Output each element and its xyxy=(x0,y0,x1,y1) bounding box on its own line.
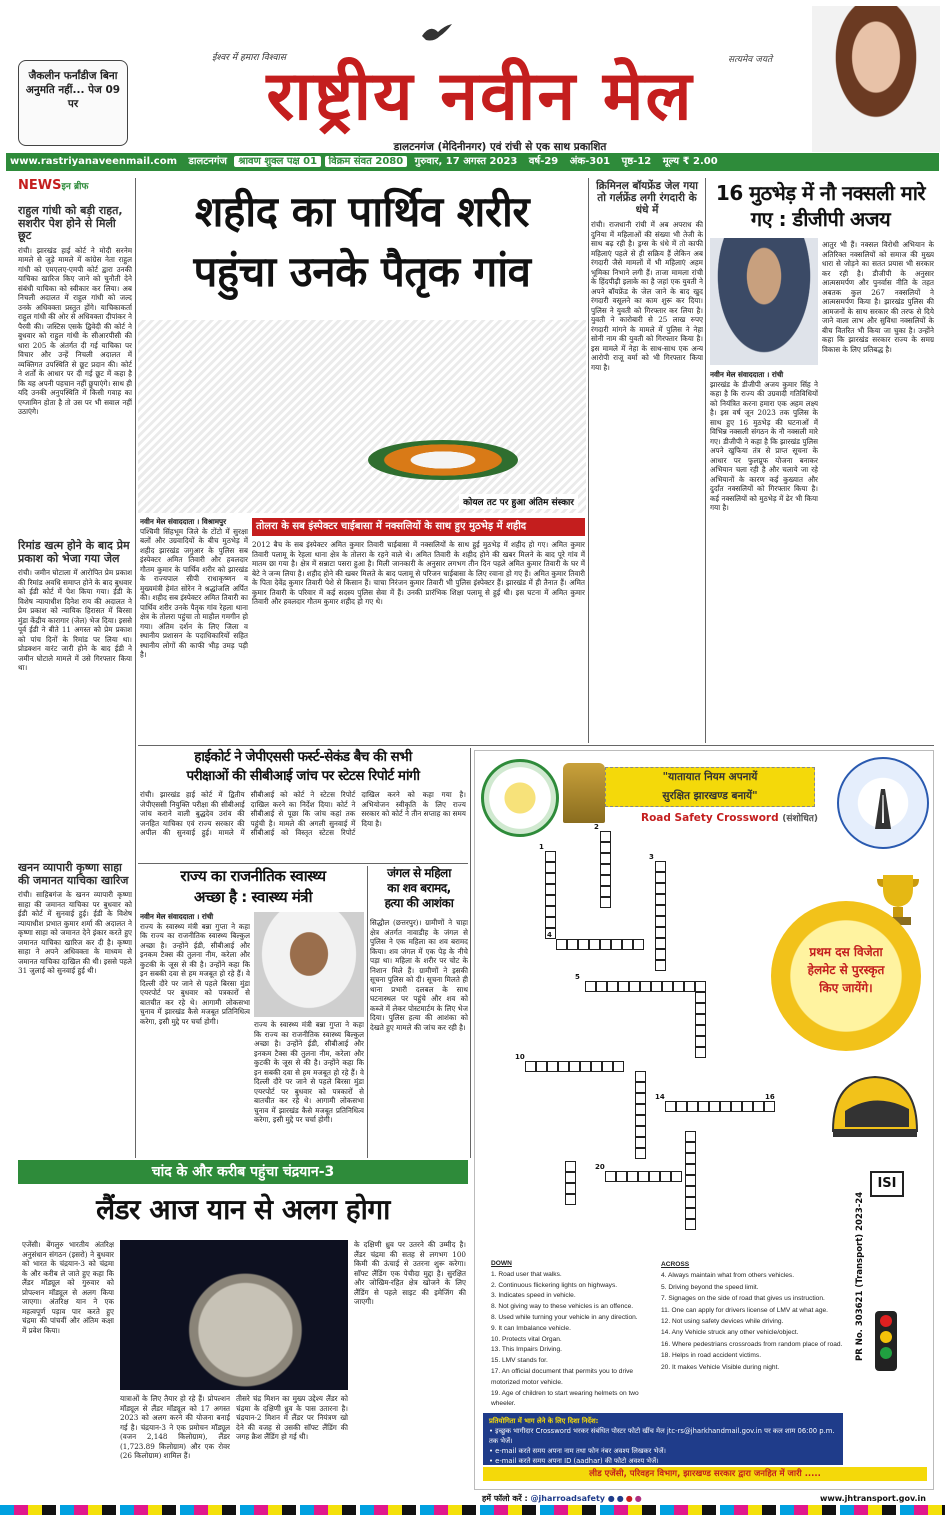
encounter-headline[interactable]: 16 मुठभेड़ में नौ नक्सली मारे गए : डीजीपी अजय xyxy=(715,181,926,231)
jungle-body: सिद्धौल (छत्तरपुर)। ग्रामीणों ने चाहा क्षेत्र अंतर्गत नावाडीह के जंगल से पुलिस ने एक महिला का शव बरामद किया। शव जंगल में एक पेड़ के नीचे पड़ा था। महिला के शरीर पर चोट के निशान मिले हैं। ग्रामीणों ने इसकी सूचना पुलिस को दी। सूचना मिलते ही थाना प्रभारी दलबल के साथ घटनास्थल पर पहुंचे और शव को कब्जे में लेकर पोस्टमार्टम के लिए भेज दिया। पुलिस हत्या की आशंका को देखते हुए मामले की जांच कर रही है। xyxy=(370,918,468,1032)
ad-slogan-line1: "यातायात नियम अपनायें xyxy=(662,771,758,783)
health-headline-line2: अच्छा है : स्वास्थ्य मंत्री xyxy=(194,888,312,906)
clue-number: 3 xyxy=(649,853,654,861)
transport-site-link[interactable]: www.jhtransport.gov.in xyxy=(819,1494,926,1503)
jpsc-body: रांची। झारखंड हाई कोर्ट में द्वितीय जेपीएससी नियुक्ति परीक्षा की सीबीआई जांच कराने वाली बुद्धदेव उरांव की जनहित याचिका एवं राज्य सरकार की अपील की सुनवाई हुई। मामले में सीबीआई को कोर्ट ने स्टेटस रिपोर्ट दाखिल करने का निर्देश दिया। कोर्ट ने सीबीआई से पूछा कि जांच कहां तक पहुंची है। मामले की अगली सुनवाई में सीबीआई को विस्तृत स्टेटस रिपोर्ट दाखिल करने को कहा गया है। अभियोजन स्वीकृति के लिए राज्य सरकार को कोर्ट ने तीन सप्ताह का समय दिया है। xyxy=(140,790,466,837)
news-brief-column xyxy=(18,178,132,1158)
pr-number: PR No. 303621 (Transport) 2023-24 xyxy=(855,1191,865,1361)
dateline-year: वर्ष-29 xyxy=(528,156,559,167)
clue: 16. Where pedestrians crossroads from random place of road. xyxy=(661,1340,843,1348)
brief-item xyxy=(18,205,132,526)
down-label: DOWN xyxy=(491,1260,512,1267)
clue-number: 16 xyxy=(765,1093,775,1101)
news-brief-label: NEWSइन ब्रीफ xyxy=(18,178,89,193)
tagline-left: ईश्वर में हमारा विश्वास xyxy=(212,53,286,63)
dgp-photo xyxy=(710,238,818,365)
column-divider xyxy=(367,866,368,1158)
clue: 14. Any Vehicle struck any other vehicle/object. xyxy=(661,1329,799,1337)
jpsc-headline-line1: हाईकोर्ट ने जेपीएससी फर्स्ट-सेकंड बैच की सभी xyxy=(194,749,412,765)
clue: 8. Used while turning your vehicle in any direction. xyxy=(491,1313,638,1321)
lead-photo xyxy=(138,320,586,513)
chandrayaan-headline[interactable]: लैंडर आज यान से अलग होगा xyxy=(96,1193,390,1226)
health-headline-line1: राज्य का राजनीतिक स्वास्थ्य xyxy=(180,867,326,885)
clue: 3. Indicates speed in vehicle. xyxy=(491,1292,576,1300)
wreath xyxy=(368,440,518,480)
ad-slogan xyxy=(605,767,815,807)
brief-body: रांची। साहिबगंज के खनन व्यापारी कृष्णा साहा की जमानत याचिका पर बुधवार को ईडी कोर्ट में सुनवाई हुई। ईडी के विशेष न्यायाधीश प्रभात कुमार शर्मा की अदालत ने कृष्णा साहा को जमानत देने इंकार करते हुए जमानत याचिका खारिज कर दी है। कृष्णा साहा ने अपने अधिवक्ता के माध्यम से जमानत याचिका दाखिल की थी। इससे पहले 31 जुलाई को सुनवाई हुई थी। xyxy=(18,890,132,976)
jungle-headline-line3: हत्या की आशंका xyxy=(384,896,454,910)
clue-number: 10 xyxy=(515,1053,525,1061)
column-divider xyxy=(588,178,589,743)
facebook-icon[interactable]: ● xyxy=(607,1494,617,1503)
jpsc-headline[interactable] xyxy=(138,748,468,786)
clue-number: 5 xyxy=(575,973,580,981)
social-icons[interactable] xyxy=(608,1494,644,1503)
criminal-body: रांची। राजधानी रांची में अब अपराध की दुनिया में महिलाओं की संख्या भी तेजी के साथ बढ़ रही है। ड्रग्स के धंधे में तो काफी महिलाएं पहले से ही सक्रिय हैं लेकिन अब रंगदारी जैसे मामलों में भी महिलाएं अहम भूमिका निभाने लगी हैं। ताजा मामला रांची के हिंदपीढ़ी इलाके का है जहां एक युवती ने अपने बॉयफ्रेंड के जेल जाने के बाद खुद रंगदारी वसूलने का काम शुरू कर दिया। पुलिस ने युवती को गिरफ्तार कर लिया है। युवती ने कारोबारी से 25 लाख रुपए रंगदारी मांगने के मामले में पुलिस ने नेहा सोनी नाम की युवती को गिरफ्तार किया है। इस मामले में नेहा के साथ-साथ एक अन्य आरोपी राजू वर्मा को भी गिरफ्तार किया गया है। xyxy=(591,220,703,372)
clue: 4. Always maintain what from others vehicles. xyxy=(661,1272,795,1280)
jharkhand-emblem xyxy=(481,759,559,837)
dateline-bar xyxy=(6,153,939,171)
instructions-head: प्रतियोगिता में भाग लेने के लिए दिशा निर्देश: xyxy=(489,1417,599,1425)
clue: 9. It can Imbalance vehicle. xyxy=(491,1324,571,1332)
minister-photo xyxy=(254,912,364,1017)
clue: 17. An official document that permits you to drive motorized motor vehicle. xyxy=(491,1367,634,1386)
road-safety-logo xyxy=(837,757,929,849)
traffic-light-icon xyxy=(875,1311,897,1371)
jungle-headline[interactable] xyxy=(370,866,468,911)
health-byline: नवीन मेल संवाददाता । रांची xyxy=(140,912,214,921)
road-icon xyxy=(839,759,927,847)
dateline-date: गुरुवार, 17 अगस्त 2023 xyxy=(414,156,518,167)
prize-line2: हेलमेट से पुरस्कृत xyxy=(807,963,885,977)
down-clues xyxy=(491,1259,656,1410)
clue-number: 14 xyxy=(655,1093,665,1101)
youtube-icon[interactable]: ● xyxy=(625,1494,635,1503)
social-handle[interactable]: @jharroadsafety xyxy=(530,1494,605,1503)
lead-headline-line2: पहुंचा उनके पैतृक गांव xyxy=(193,247,531,296)
chandrayaan-body2: यात्राओं के लिए तैयार हो रहे हैं। प्रोपल्शन मॉड्यूल से लैंडर मॉड्यूल को 17 अगस्त 2023 को अलग करने की योजना बनाई गई है। चंद्रयान-3 ने एक प्रमोचन मॉड्यूल (वजन 2,148 किलोग्राम), लैंडर (1,723.89 किलोग्राम) और एक रोवर (26 किलोग्राम) शामिल हैं। xyxy=(120,1394,230,1460)
dove-icon xyxy=(420,22,454,48)
brief-headline[interactable]: खनन व्यापारी कृष्णा साहा की जमानत याचिका खारिज xyxy=(18,861,129,887)
clue-number: 2 xyxy=(594,823,599,831)
clue: 20. It makes Vehicle Visible during night. xyxy=(661,1363,780,1371)
brief-item xyxy=(18,862,132,1090)
chandrayaan-body1: एजेंसी। बेंगलुरु भारतीय अंतरिक्ष अनुसंधान संगठन (इसरो) ने बुधवार को भारत के चंद्रयान-3 को चंद्रमा के और करीब ले जाते हुए कहा कि लैंडर मॉड्यूल को गुरुवार को प्रोपल्शन मॉड्यूल से अलग किया जाएगा। अंतरिक्ष यान ने एक महत्वपूर्ण पड़ाव पार करते हुए चंद्रमा की पांचवीं और अंतिम कक्षा में प्रवेश किया। xyxy=(22,1240,114,1335)
prize-badge xyxy=(771,901,921,1051)
column-divider xyxy=(705,178,706,743)
clue: 11. One can apply for drivers license of LMV at what age. xyxy=(661,1306,829,1314)
brief-body: रांची। झारखंड हाई कोर्ट ने मोदी सरनेम मामले से जुड़े मामले में कांग्रेस नेता राहुल गांधी को एमएलए-एमपी कोर्ट द्वारा उनकी याचिका खारिज किए जाने को चुनौती देने संबंधी याचिका को स्वीकार कर लिया। अब निचली अदालत में राहुल गांधी को जल्द उनके अधिवक्ता प्रस्तुत होंगे। याचिकाकर्ता राहुल गांधी की ओर से अधिवक्ता दीपांकर ने पैरवी की। जस्टिस एसके द्विवेदी की कोर्ट ने बुधवार को राहुल गांधी के सीआरपीसी की धारा 205 के अंतर्गत दी गई याचिका पर विचार और उन्हें निचली अदालत में व्यक्तिगत उपस्थिति से छूट प्रदान की। कोर्ट ने शर्तों के आधार पर दी गई छूट में कहा है कि यह अपनी पहचान नहीं छुपाएंगे। साथ ही यदि उनकी अनुपस्थिति में किसी गवाह का एग्जामिन होता है तो उस पर भी सवाल नहीं उठाएंगे। xyxy=(18,245,132,417)
brief-item xyxy=(18,540,132,848)
brief-body: रांची। जमीन घोटाला में आरोपित प्रेम प्रकाश की रिमांड अवधि समाप्त होने के बाद बुधवार को ईडी कोर्ट में पेश किया गया। ईडी के विशेष न्यायाधीश दिनेश राय की अदालत ने प्रेम प्रकाश को न्यायिक हिरासत में बिरसा मुंडा केंद्रीय कारागार (जेल) भेज दिया। इससे पूर्व ईडी ने बीते 11 अगस्त को प्रेम प्रकाश को पांच दिनों के रिमांड पर लिया था। प्रोडक्शन वारंट जारी होने के बाद ईडी ने जमीन घोटाले मामले में उसे गिरफ्तार किया था। xyxy=(18,568,132,673)
criminal-story xyxy=(591,180,703,745)
health-body-b: राज्य के स्वास्थ्य मंत्री बन्ना गुप्ता ने कहा कि राज्य का राजनीतिक स्वास्थ्य बिल्कुल अच्छा है। उन्होंने ईडी, सीबीआई और इनकम टैक्स की तुलना नीम, करेला और कुटकी के जूस से की है। उन्होंने कहा कि इन सबकी दवा से हम मजबूत हो रहे हैं। वे दिल्ली दौरे पर जाने से पहले बिरसा मुंडा एयरपोर्ट पर बुधवार को पत्रकारों से बातचीत कर रहे थे। आगामी लोकसभा चुनाव में झारखंड कैसे मजबूत प्रतिनिधित्व करेगा, इसी मुद्दे पर चर्चा होगी। xyxy=(254,1020,364,1124)
clue: 2. Continuous flickering lights on highways. xyxy=(491,1281,618,1289)
color-registration-bar xyxy=(0,1505,945,1515)
chandrayaan-kicker: चांद के और करीब पहुंचा चंद्रयान-3 xyxy=(18,1160,468,1184)
encounter-body-right: आतुर भी हैं। नक्सल विरोधी अभियान के अतिरिक्त नक्सलियों को समाज की मुख्य धारा से जोड़ने का सतत प्रयास भी सरकार कर रही है। डीजीपी के अनुसार आत्मसमर्पण और पुनर्वास नीति के तहत अबतक कुल 267 नक्सलियों ने आत्मसमर्पण किया है। झारखंड पुलिस की आमजनों के साथ सरकार की तरफ से दिये जाने वाला लाभ और सुविधा नक्सलियों के बीच वितरित भी किया जा चुका है। उन्होंने कहा कि झारखंड सरकार राज्य के समग्र विकास के लिए प्रतिबद्ध है। xyxy=(822,240,934,354)
crossword-grid[interactable] xyxy=(485,831,815,1251)
clue-number: 1 xyxy=(539,843,544,851)
brief-headline[interactable]: रिमांड खत्म होने के बाद प्रेम प्रकाश को भेजा गया जेल xyxy=(18,538,130,565)
photo-caption: कोयल तट पर हुआ अंतिम संस्कार xyxy=(459,494,578,509)
prize-line3: किए जायेंगे। xyxy=(819,981,873,995)
celebrity-photo xyxy=(812,6,940,152)
lead-byline: नवीन मेल संवाददाता । विश्रामपुर xyxy=(140,517,227,526)
lead-subheadline[interactable]: तोलरा के सब इंस्पेक्टर चाईबासा में नक्सलियों के साथ हुए मुठभेड़ में शहीद xyxy=(252,518,585,536)
crossword-title: Road Safety Crossword (संशोधित) xyxy=(641,812,819,824)
teaser-box[interactable] xyxy=(18,60,128,146)
health-body-a: नवीन मेल संवाददाता । रांची राज्य के स्वास्थ्य मंत्री बन्ना गुप्ता ने कहा कि राज्य का राजनीतिक स्वास्थ्य बिल्कुल अच्छा है। उन्होंने ईडी, सीबीआई और इनकम टैक्स की तुलना नीम, करेला और कुटकी के जूस से की है। उन्होंने कहा कि इन सबकी दवा से हम मजबूत हो रहे हैं। वे दिल्ली दौरे पर जाने से पहले बिरसा मुंडा एयरपोर्ट पर बुधवार को पत्रकारों से बातचीत कर रहे थे। आगामी लोकसभा चुनाव में झारखंड कैसे मजबूत प्रतिनिधित्व करेगा, इसी मुद्दे पर चर्चा होगी। xyxy=(140,912,250,1026)
jungle-headline-line2: का शव बरामद, xyxy=(387,881,451,895)
clue: 10. Protects vital Organ. xyxy=(491,1335,562,1343)
moon-image xyxy=(120,1240,348,1390)
dateline-paksha: श्रावण शुक्ल पक्ष 01 xyxy=(234,156,321,167)
instructions-box xyxy=(483,1413,843,1465)
clue: 18. Helps in road accident victims. xyxy=(661,1352,762,1360)
criminal-headline[interactable]: क्रिमिनल बॉयफ्रेंड जेल गया तो गर्लफ्रेंड लगी रंगदारी के धंधे में xyxy=(596,180,698,217)
instruction-item: • e-mail करते समय अपना ID (aadhar) की फोटो अवश्य भेजें। xyxy=(489,1457,659,1465)
helmet-icon xyxy=(825,1071,925,1155)
clue: 13. This Impairs Driving. xyxy=(491,1346,562,1354)
clue: 5. Driving beyond the speed limit. xyxy=(661,1283,759,1291)
masthead-subtitle: डालटनगंज (मेदिनीनगर) एवं रांची से एक साथ प्रकाशित xyxy=(393,141,607,153)
brief-headline[interactable]: राहुल गांधी को बड़ी राहत, सशरीर पेश होने से मिली छूट xyxy=(18,204,123,243)
follow-label: हमें फॉलो करें : xyxy=(482,1494,528,1503)
lead-body: नवीन मेल संवाददाता । विश्रामपुर पश्चिमी सिंहभूम जिले के टोंटो में सुरक्षा बलों और उग्रवादियों के बीच मुठभेड़ में शहीद झारखंड जगुआर के पुलिस सब इंस्पेक्टर अमित तिवारी और हवलदार गौतम कुमार के पार्थिव शरीर को झारखंड के राज्यपाल सीपी राधाकृष्णन व मुख्यमंत्री हेमंत सोरेन ने श्रद्धांजलि अर्पित की। शहीद सब इंस्पेक्टर अमित तिवारी का पार्थिव शरीर उनके पैतृक गांव रेहला थाना क्षेत्र के तोलरा पहुंचा तो माहौल गमगीन हो गया। अंतिम दर्शन के लिए जिला व स्थानीय प्रशासन के पदाधिकारियों सहित स्थानीय लोगों की काफी भीड़ उमड़ पड़ी है। xyxy=(140,517,248,659)
tagline-right: सत्यमेव जयते xyxy=(728,55,773,65)
clue: 15. LMV stands for. xyxy=(491,1357,548,1365)
prize-line1: प्रथम दस विजेता xyxy=(809,945,883,959)
lead-headline-line1: शहीद का पार्थिव शरीर xyxy=(194,187,530,236)
clue: 7. Signages on the side of road that gives us instruction. xyxy=(661,1295,825,1303)
across-clues xyxy=(661,1259,851,1373)
jpsc-headline-line2: परीक्षाओं की सीबीआई जांच पर स्टेटस रिपोर्ट मांगी xyxy=(186,768,420,784)
encounter-body-left: नवीन मेल संवाददाता । रांची झारखंड के डीजीपी अजय कुमार सिंह ने कहा है कि राज्य की उग्रवादी गतिविधियों को नियंत्रित करना हमारा एक अहम लक्ष्य है। इस वर्ष जून 2023 तक पुलिस के साथ हुए 16 मुठभेड़ की घटनाओं में विभिन्न नक्सली संगठन के नौ नक्सली मारे गए। डीजीपी ने कहा है कि झारखंड पुलिस अपने खुफिया तंत्र से प्राप्त सूचना के आधार पर फुलप्रूफ योजना बनाकर अभियान चला रही है और चलाये जा रहे अभियानों के कारण कई कुख्यात और दुर्दांत नक्सलियों को गिरफ्तार किया है। कई नक्सलियों को मुठभेड़ में ढेर भी किया गया है। xyxy=(710,370,818,512)
column-divider xyxy=(135,178,136,1158)
chandrayaan-body4: के दक्षिणी ध्रुव पर उतरने की उम्मीद है। लैंडर चंद्रमा की सतह से लगभग 100 किमी की ऊंचाई से उतरना शुरू करेगा। सॉफ्ट लैंडिंग एक पेचीदा मुद्दा है। सुरक्षित और जोखिम-रहित क्षेत्र खोजने के लिए लैंडिंग से पहले साइट की इमेजिंग की जाएगी। xyxy=(354,1240,466,1306)
chandrayaan-body3: तीसरे चंद्र मिशन का मुख्य उद्देश्य लैंडर को चंद्रमा के दक्षिणी ध्रुव के पास उतारना है। चंद्रयान-2 मिशन में लैंडर पर नियंत्रण खो देने की वजह से उसकी सॉफ्ट लैंडिंग की जगह क्रैश लैंडिंग हो गई थी। xyxy=(236,1394,348,1441)
issuer-banner: लीड एजेंसी, परिवहन विभाग, झारखण्ड सरकार द्वारा जनहित में जारी ..... xyxy=(483,1467,927,1481)
twitter-icon[interactable]: ● xyxy=(616,1494,626,1503)
instruction-item: • e-mail करते समय अपना नाम तथा फोन नंबर अवश्य लिखकर भेजें। xyxy=(489,1447,666,1455)
instruction-item[interactable]: • इच्छुक भागीदार Crossword भरकर संबंधित पोस्टर फोटो खींच मेल jtc-rs@jharkhandmail.gov.in पर कल शाम 06:00 p.m. तक भेजें। xyxy=(489,1427,835,1445)
section-divider xyxy=(138,863,468,864)
road-safety-ad xyxy=(474,750,934,1490)
clue-number: 4 xyxy=(547,931,552,939)
teaser-text: जैकलीन फर्नांडीज बिना अनुमति नहीं... पेज 09 पर xyxy=(25,70,121,111)
clue: 19. Age of children to start wearing helmets on two wheeler. xyxy=(491,1389,639,1408)
health-headline[interactable] xyxy=(138,866,368,908)
ad-slogan-line2: सुरक्षित झारखण्ड बनायें" xyxy=(662,790,758,802)
clue: 8. Not giving way to these vehicles is an offence. xyxy=(491,1303,634,1311)
dateline-samvat: विक्रम संवत 2080 xyxy=(325,156,408,167)
lead-sub-body: 2012 बैच के सब इंस्पेक्टर अमित कुमार तिवारी चाईबासा में नक्सलियों के साथ हुई मुठभेड़ में शहीद हो गए। अमित कुमार तिवारी पलामू के रेहला थाना क्षेत्र के तोलरा के रहने वाले थे। अमित तिवारी के शहीद होने की खबर मिलने के बाद पूरे गांव में मातम छा गया है। क्षेत्र में सन्नाटा पसरा हुआ है। मिली जानकारी के अनुसार लगभग तीन दिन पहले अमित कुमार तिवारी के घर में बेटे ने जन्म लिया है। शहीद होने की खबर मिलते के बाद पलामू से परिजन चाईबासा के लिए रवाना हो गए हैं। अमित कुमार तिवारी के पिता देवेंद्र कुमार तिवारी पेशे से किसान हैं। चाचा निरंजन कुमार तिवारी भी पुलिस इंस्पेक्टर हैं। झारखंड में ही तैनात हैं। अमित कुमार तिवारी के परिवार में कई सदस्य पुलिस सेवा में हैं। उनकी प्रारंभिक शिक्षा पलामू से हुई थी। इस घटना में अमित कुमार तिवारी और हवलदार गौतम कुमार शहीद हो गए थे। xyxy=(252,540,585,606)
jungle-headline-line1: जंगल से महिला xyxy=(387,866,451,880)
masthead xyxy=(0,0,945,168)
encounter-byline: नवीन मेल संवाददाता । रांची xyxy=(710,370,784,379)
column-divider xyxy=(470,748,471,1158)
dateline-city: डालटनगंज xyxy=(188,156,227,167)
section-divider xyxy=(138,745,934,746)
clue-number: 20 xyxy=(595,1163,605,1171)
instagram-icon[interactable]: ● xyxy=(634,1494,644,1503)
lead-headline[interactable] xyxy=(138,182,586,302)
across-label: ACROSS xyxy=(661,1261,690,1268)
clue: 12. Not using safety devices while driving. xyxy=(661,1318,784,1326)
newspaper-title: राष्ट्रीय नवीन मेल xyxy=(266,57,694,136)
ashoka-emblem xyxy=(563,763,605,823)
isi-mark-icon: ISI xyxy=(870,1171,904,1197)
dateline-price: मूल्य ₹ 2.00 xyxy=(662,156,718,167)
dateline-issue: अंक-301 xyxy=(569,156,611,167)
dateline-pages: पृष्ठ-12 xyxy=(621,156,652,167)
website-link[interactable]: www.rastriyanaveenmail.com xyxy=(10,156,178,167)
clue: 1. Road user that walks. xyxy=(491,1270,562,1278)
